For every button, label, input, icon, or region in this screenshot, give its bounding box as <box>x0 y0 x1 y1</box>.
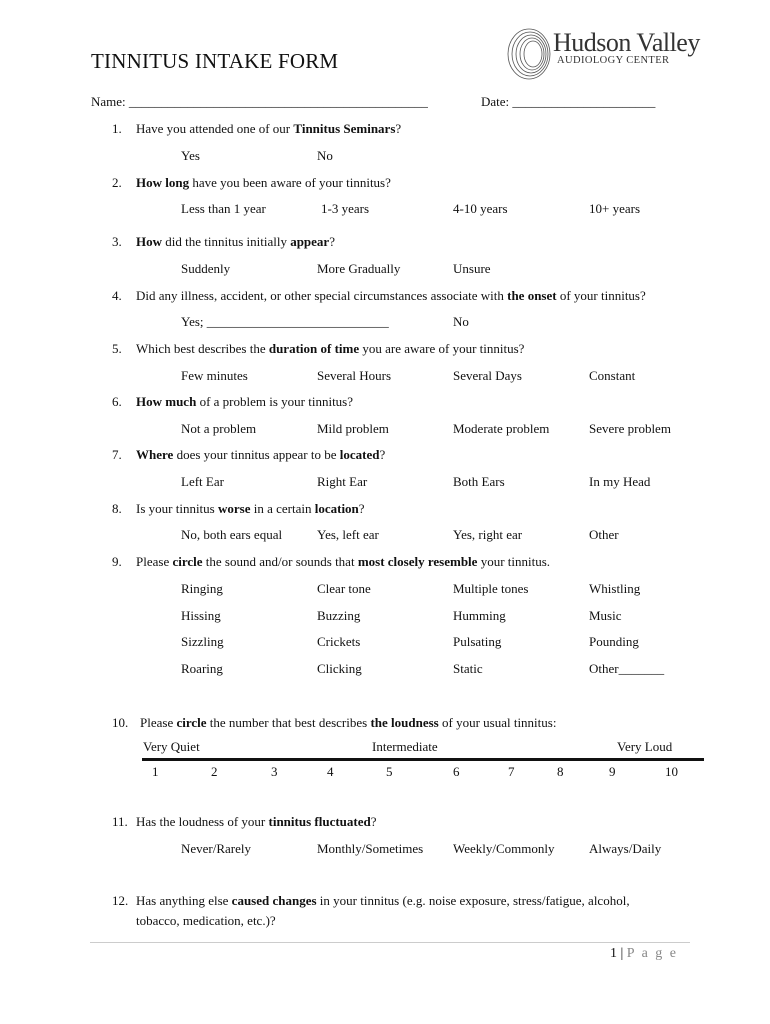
q8-option[interactable]: Other <box>589 527 619 542</box>
question-10: 10. Please circle the number that best describes the loudness of your usual tinnitus: <box>112 715 557 730</box>
question-1: 1. Have you attended one of our Tinnitus Seminars? <box>112 121 402 136</box>
q11-option[interactable]: Never/Rarely <box>181 841 252 856</box>
sound-option[interactable]: Roaring <box>181 661 223 676</box>
q6-option[interactable]: Moderate problem <box>453 421 550 436</box>
logo-swirl-icon <box>505 26 551 82</box>
sound-option-other[interactable]: Other_______ <box>589 661 665 676</box>
scale-number[interactable]: 7 <box>508 764 515 779</box>
q3-option[interactable]: Unsure <box>453 261 491 276</box>
q2-option[interactable]: 1-3 years <box>321 201 370 216</box>
q2-option[interactable]: 10+ years <box>589 201 641 216</box>
hudson-valley-logo <box>505 26 705 82</box>
q1-option-no[interactable]: No <box>317 148 333 163</box>
q4-option-no[interactable]: No <box>453 314 469 329</box>
scale-number[interactable]: 10 <box>665 764 678 779</box>
question-7: 7. Where does your tinnitus appear to be located? <box>112 447 386 462</box>
footer-divider <box>90 942 690 943</box>
q6-option[interactable]: Not a problem <box>181 421 257 436</box>
sound-option[interactable]: Pounding <box>589 634 639 649</box>
scale-number[interactable]: 3 <box>271 764 278 779</box>
scale-number[interactable]: 8 <box>557 764 564 779</box>
question-12-line2: tobacco, medication, etc.)? <box>136 913 276 928</box>
question-3: 3. How did the tinnitus initially appear? <box>112 234 335 249</box>
scale-number[interactable]: 6 <box>453 764 460 779</box>
scale-number[interactable]: 4 <box>327 764 334 779</box>
sound-option[interactable]: Crickets <box>317 634 361 649</box>
q2-option[interactable]: 4-10 years <box>453 201 508 216</box>
scale-label-loud: Very Loud <box>617 739 673 754</box>
logo-name: Hudson Valley <box>553 28 700 57</box>
q7-option[interactable]: In my Head <box>589 474 651 489</box>
sound-option[interactable]: Buzzing <box>317 608 361 623</box>
sound-option[interactable]: Clear tone <box>317 581 371 596</box>
sound-option[interactable]: Whistling <box>589 581 641 596</box>
sound-option[interactable]: Pulsating <box>453 634 502 649</box>
q6-option[interactable]: Severe problem <box>589 421 671 436</box>
sound-option[interactable]: Music <box>589 608 622 623</box>
question-2: 2. How long have you been aware of your tinnitus? <box>112 175 391 190</box>
q11-option[interactable]: Monthly/Sometimes <box>317 841 424 856</box>
q8-option[interactable]: Yes, left ear <box>317 527 379 542</box>
date-field[interactable]: Date: ______________________ <box>481 94 656 109</box>
q11-option[interactable]: Weekly/Commonly <box>453 841 555 856</box>
scale-number[interactable]: 1 <box>152 764 159 779</box>
q3-option[interactable]: Suddenly <box>181 261 231 276</box>
sound-option[interactable]: Static <box>453 661 483 676</box>
question-11: 11. Has the loudness of your tinnitus fluctuated? <box>112 814 377 829</box>
q7-option[interactable]: Right Ear <box>317 474 368 489</box>
q11-option[interactable]: Always/Daily <box>589 841 662 856</box>
q7-option[interactable]: Both Ears <box>453 474 505 489</box>
q4-option-yes[interactable]: Yes; ____________________________ <box>181 314 389 329</box>
scale-number[interactable]: 2 <box>211 764 218 779</box>
q6-option[interactable]: Mild problem <box>317 421 389 436</box>
sound-option[interactable]: Clicking <box>317 661 362 676</box>
scale-number[interactable]: 5 <box>386 764 393 779</box>
q5-option[interactable]: Several Hours <box>317 368 392 383</box>
question-4: 4. Did any illness, accident, or other special circumstances associate with the onset of your tinnitus? <box>112 288 646 303</box>
question-9: 9. Please circle the sound and/or sounds that most closely resemble your tinnitus. <box>112 554 551 569</box>
logo-subtitle: AUDIOLOGY CENTER <box>557 55 670 66</box>
sound-option[interactable]: Ringing <box>181 581 223 596</box>
q5-option[interactable]: Constant <box>589 368 636 383</box>
form-title: TINNITUS INTAKE FORM <box>91 49 339 73</box>
q7-option[interactable]: Left Ear <box>181 474 224 489</box>
question-8: 8. Is your tinnitus worse in a certain location? <box>112 501 365 516</box>
q1-option-yes[interactable]: Yes <box>181 148 200 163</box>
scale-number[interactable]: 9 <box>609 764 616 779</box>
question-6: 6. How much of a problem is your tinnitus? <box>112 394 354 409</box>
q5-option[interactable]: Several Days <box>453 368 522 383</box>
sound-option[interactable]: Multiple tones <box>453 581 529 596</box>
page-footer: 1 | P a g e <box>609 946 678 961</box>
sound-option[interactable]: Sizzling <box>181 634 224 649</box>
question-5: 5. Which best describes the duration of time you are aware of your tinnitus? <box>112 341 525 356</box>
sound-option[interactable]: Humming <box>453 608 506 623</box>
q3-option[interactable]: More Gradually <box>317 261 401 276</box>
loudness-scale-line <box>142 758 704 761</box>
name-field[interactable]: Name: ______________________________________________ <box>91 94 428 109</box>
question-12: 12. Has anything else caused changes in your tinnitus (e.g. noise exposure, stress/fatigue, alcohol, <box>112 893 630 908</box>
scale-label-quiet: Very Quiet <box>143 739 200 754</box>
scale-label-intermediate: Intermediate <box>372 739 438 754</box>
q8-option[interactable]: Yes, right ear <box>453 527 523 542</box>
sound-option[interactable]: Hissing <box>181 608 221 623</box>
q8-option[interactable]: No, both ears equal <box>181 527 283 542</box>
q5-option[interactable]: Few minutes <box>181 368 248 383</box>
q2-option[interactable]: Less than 1 year <box>181 201 266 216</box>
